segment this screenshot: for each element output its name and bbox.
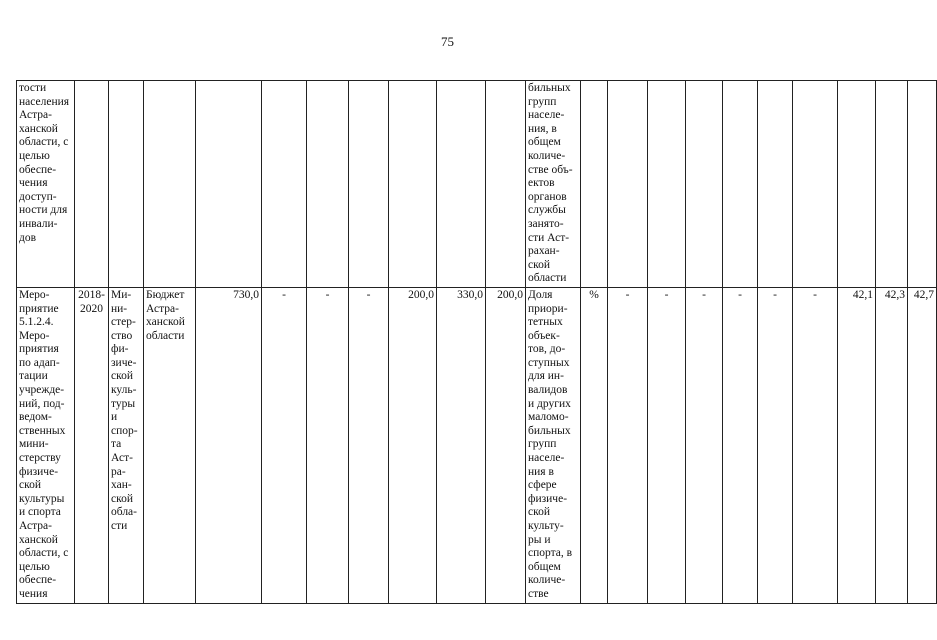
source-cell: Бюджет Астра- ханской области: [144, 287, 196, 603]
value-cell-5: [758, 81, 793, 288]
value-cell-6: -: [793, 287, 838, 603]
value-cell-5: -: [758, 287, 793, 603]
activity-cell: Меро- приятие 5.1.2.4. Меро- приятия по адап- тации учрежде- ний, под- ведом- ственных мини- стерству физиче- ской культуры и спорта Астра- ханской области, с целью обеспе- чения: [17, 287, 75, 603]
year-2020-cell: 200,0: [486, 287, 526, 603]
value-cell-2: [648, 81, 686, 288]
indicator-cell: бильных групп населе- ния, в общем количе- стве объ- ектов органов службы занято- сти Аст- рахан- ской области: [526, 81, 581, 288]
value-cell-1: [608, 81, 648, 288]
year-2018-cell: [389, 81, 437, 288]
value-cell-9: 42,7: [908, 287, 937, 603]
table-row: [17, 81, 937, 288]
activities-table: [16, 80, 937, 604]
executor-cell: Ми- ни- стер- ство фи- зиче- ской куль- туры и спор- та Аст- ра- хан- ской обла- сти: [109, 287, 144, 603]
year-2016-cell: [307, 81, 349, 288]
total-cell: [196, 81, 262, 288]
period-cell: 2018- 2020: [75, 287, 109, 603]
source-cell: [144, 81, 196, 288]
period-cell: [75, 81, 109, 288]
executor-cell: [109, 81, 144, 288]
year-2019-cell: [437, 81, 486, 288]
year-2017-cell: -: [349, 287, 389, 603]
total-cell: 730,0: [196, 287, 262, 603]
year-2015-cell: [262, 81, 307, 288]
unit-cell: %: [581, 287, 608, 603]
year-2018-cell: 200,0: [389, 287, 437, 603]
value-cell-3: [686, 81, 723, 288]
year-2020-cell: [486, 81, 526, 288]
year-2015-cell: -: [262, 287, 307, 603]
value-cell-7: 42,1: [838, 287, 876, 603]
value-cell-9: [908, 81, 937, 288]
unit-cell: [581, 81, 608, 288]
indicator-cell: Доля приори- тетных объек- тов, до- ступных для ин- валидов и других маломо- бильных групп населе- ния в сфере физиче- ской культу- ры и спорта, в общем количе- стве: [526, 287, 581, 603]
value-cell-6: [793, 81, 838, 288]
page-number: 75: [441, 34, 454, 49]
table-row: [17, 287, 937, 603]
year-2019-cell: 330,0: [437, 287, 486, 603]
value-cell-4: -: [723, 287, 758, 603]
year-2016-cell: -: [307, 287, 349, 603]
value-cell-8: 42,3: [876, 287, 908, 603]
value-cell-7: [838, 81, 876, 288]
value-cell-2: -: [648, 287, 686, 603]
value-cell-3: -: [686, 287, 723, 603]
value-cell-1: -: [608, 287, 648, 603]
value-cell-4: [723, 81, 758, 288]
activity-cell: тости населения Астра- ханской области, с целью обеспе- чения доступ- ности для инвали- дов: [17, 81, 75, 288]
value-cell-8: [876, 81, 908, 288]
year-2017-cell: [349, 81, 389, 288]
